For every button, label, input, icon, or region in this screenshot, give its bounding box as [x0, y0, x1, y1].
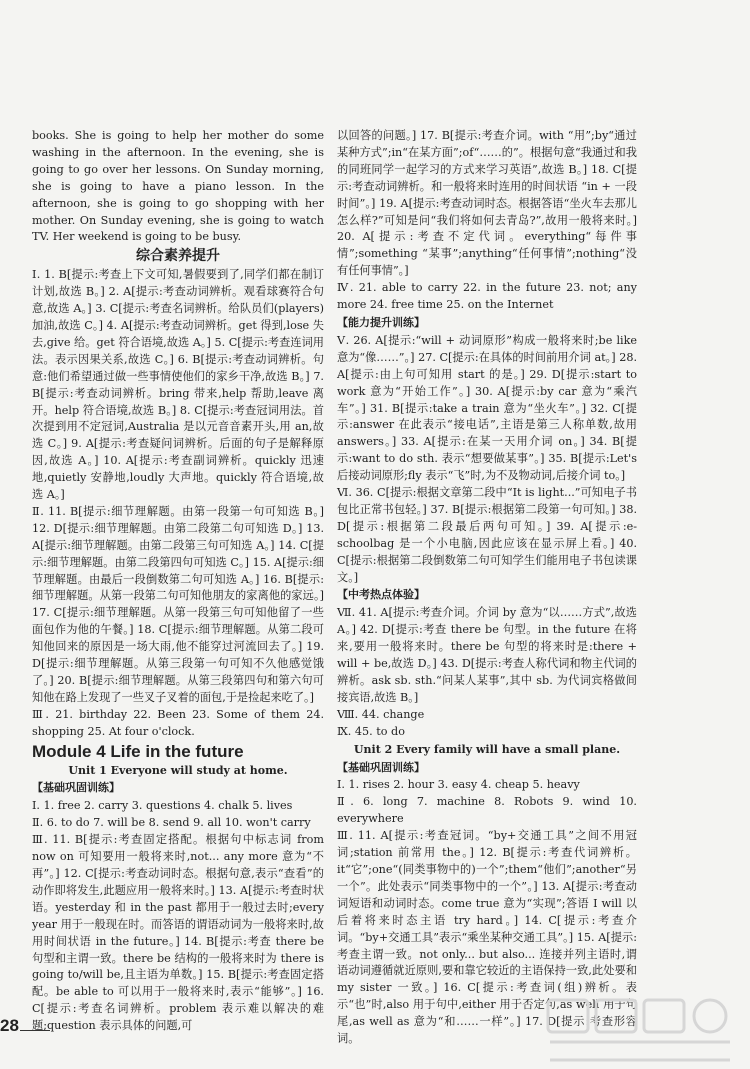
section-title: 综合素养提升: [136, 248, 220, 265]
answer-block: 以回答的问题。] 17. B[提示:考查介词。with “用”;by“通过某种方式”;in“在某方面”;of“……的”。根据句意“我通过和我的同班同学一起学习的方式来学习英语”,故选 B。] 18. C[提示:考查动词辨析。和一般将来时连用的时间状语 “in + 一段时间”。] 19. A[提示:考查动词时态。根据答语“坐火车去那儿怎么样?”可知是问“我们将如何去青岛?”,故用一般将来时。] 20. A[提示:考查不定代词。everything“每件事情”;something “某事”;anything“任何事情”;nothing“没有任何事情”。]: [337, 129, 637, 278]
answer-block: Ⅶ. 41. A[提示:考查介词。介词 by 意为“以……方式”,故选 A。] 42. D[提示:考查 there be 句型。in the future 在将来,要用一般将来时。there be 句型的将来时是:there + will + be,故选 D。] 43. D[提示:考查人称代词和物主代词的辨析。ask sb. sth.“问某人某事”,其中 sb. 为代词宾格做间接宾语,故选 B。]: [337, 606, 637, 704]
answer-block: Ⅰ. 1. rises 2. hour 3. easy 4. cheap 5. heavy: [337, 778, 580, 792]
section-tag: 【能力提升训练】: [337, 315, 425, 329]
answer-block: Ⅲ. 11. B[提示:考查固定搭配。根据句中标志词 from now on 可知要用一般将来时,not... any more 意为“不再”。] 12. C[提示:考查动词时态。根据句意,表示“查看”的动作即将发生,此题应用一般将来时。] 13. A[提示:考查时状语。yesterday 和 in the past 都用于一般过去时;every year 用于一般现在时。而答语的谓语动词为一般将来时,故用时间状语 in the future。] 14. B[提示:考查 there be 句型和主谓一致。there be 结构的一般将来时为 there is going to/will be,且主语为单数。] 15. B[提示:考查固定搭配。be able to 可以用于一般将来时,表示“能够”。] 16. C[提示:考查名词辨析。problem 表示难以解决的难题;question 表示具体的问题,可: [32, 833, 324, 1033]
answer-block: Ⅰ. 1. B[提示:考查上下文可知,暑假要到了,同学们都在制订计划,故选 B。] 2. A[提示:考查动词辨析。观看球赛符合句意,故选 A。] 3. C[提示:考查名词辨析。给队员们(players)加油,故选 C。] 4. A[提示:考查动词辨析。get 得到,lose 失去,give 给。get 符合语境,故选 A。] 5. C[提示:考查连词用法。表示因果关系,故选 C。] 6. B[提示:考查动词辨析。句意:他们希望通过做一些事情使他们的家乡干净,故选 B。] 7. B[提示:考查动词辨析。bring 带来,help 帮助,leave 离开。help 符合语境,故选 B。] 8. C[提示:考查冠词用法。首次提到用不定冠词,Australia 是以元音音素开头,用 an,故选 C。] 9. A[提示:考查疑问词辨析。后面的句子是解释原因,故选 A。] 10. A[提示:考查副词辨析。quickly 迅速地,quietly 安静地,loudly 大声地。quickly 符合语境,故选 A。]: [32, 268, 324, 502]
answer-block: Ⅲ. 11. A[提示:考查冠词。“by+交通工具”之间不用冠词;station 前常用 the。] 12. B[提示:考查代词辨析。it“它”;one“(同类事物中的)一个”;them“他们”;another“另一个”。此处表示“同类事物中的一个”。] 13. A[提示:考查动词短语和动词时态。come true 意为“实现”;答语 I will 以后着将来时态主语 try hard。] 14. C[提示:考查介词。“by+交通工具”表示“乘坐某种交通工具”。] 15. A[提示:考查主谓一致。not only... but also... 连接并列主语时,谓语动词遵循就近原则,要和靠它较近的主语保持一致,此处要和 my sister 一致。] 16. C[提示:考查词(组)辨析。表示“也”时,also 用于句中,either 用于否定句,as well 用于句尾,as well as 意为“和……一样”。] 17. D[提示:考查形容词。: [337, 829, 637, 1046]
section-tag: 【中考热点体验】: [337, 588, 425, 602]
answer-block: Ⅱ. 6. to do 7. will be 8. send 9. all 10. won't carry: [32, 816, 311, 830]
answer-block: Ⅵ. 36. C[提示:根据文章第二段中“It is light...”可知电子书包比正常书包轻。] 37. B[提示:根据第二段第一句可知。] 38. D[提示:根据第二段最后两句可知。] 39. A[提示:e-schoolbag 是一个小电脑,因此应该在显示屏上看。] 40. C[提示:根据第二段倒数第二句可知学生们能用电子书包读课文。]: [337, 486, 637, 584]
module-title: Module 4 Life in the future: [32, 741, 244, 761]
right-column: [337, 128, 637, 1048]
answer-block: Ⅴ. 26. A[提示:“will + 动词原形”构成一般将来时;be like 意为“像……”。] 27. C[提示:在具体的时间前用介词 at。] 28. A[提示:由上句可知用 start 的是。] 29. D[提示:start to work 意为“开始工作”。] 30. A[提示:by car 意为“乘汽车”。] 31. B[提示:take a train 意为“坐火车”。] 32. C[提示:answer 在此表示“接电话”,主语是第三人称单数,故用 answers。] 33. A[提示:在某一天用介词 on。] 34. B[提示:want to do sth. 表示“想要做某事”。] 35. B[提示:Let's 后接动词原形;fly 表示“飞”时,为不及物动词,后接介词 to。]: [337, 333, 637, 483]
page-number-rule: [20, 1030, 50, 1031]
answer-block: Ⅳ. 21. able to carry 22. in the future 23. not; any more 24. free time 25. on the Internet: [337, 281, 637, 312]
answer-block: Ⅱ. 11. B[提示:细节理解题。由第一段第一句可知选 B。] 12. D[提示:细节理解题。由第二段第二句可知选 D。] 13. A[提示:细节理解题。由第二段第三句可知选 A。] 14. C[提示:细节理解题。由第二段第四句可知选 C。] 15. A[提示:细节理解题。由最后一段倒数第二句可知选 A。] 16. B[提示:细节理解题。从第一段第二句可知他朋友的家离他的家远。] 17. C[提示:细节理解题。从第一段第三句可知他留了一些面包作为他的午餐。] 18. C[提示:细节理解题。从第二段可知他回来的原因是一场大雨,他不能穿过河流回去了。] 19. D[提示:细节理解题。从第三段第一句可知不久他感觉饿了。] 20. B[提示:细节理解题。从第三段第四句和第六句可知他在路上发现了一些叉子叉着的面包,于是捡起来吃了。]: [32, 504, 324, 704]
section-tag: 【基础巩固训练】: [337, 760, 425, 774]
left-column: [32, 128, 324, 1035]
watermark-logo: [540, 994, 740, 1069]
answer-block: Ⅱ. 6. long 7. machine 8. Robots 9. wind 10. everywhere: [337, 795, 637, 826]
answer-block: Ⅰ. 1. free 2. carry 3. questions 4. chalk 5. lives: [32, 799, 293, 813]
page-number: 28: [0, 1016, 19, 1035]
section-tag: 【基础巩固训练】: [32, 781, 120, 795]
answer-block: Ⅷ. 44. change: [337, 707, 425, 721]
answer-block: Ⅲ. 21. birthday 22. Been 23. Some of them 24. shopping 25. At four o'clock.: [32, 707, 324, 738]
answer-block: Ⅸ. 45. to do: [337, 724, 405, 738]
intro-paragraph: books. She is going to help her mother do some washing in the afternoon. In the evening, she is going to go over her lessons. On Sunday morning, she is going to have a piano lesson. In the afternoon, she is going to go shopping with her mother. On Sunday evening, she is going to watch TV. Her weekend is going to be busy.: [32, 129, 324, 244]
unit-title: Unit 2 Every family will have a small plane.: [353, 742, 621, 756]
unit-title: Unit 1 Everyone will study at home.: [68, 763, 288, 777]
